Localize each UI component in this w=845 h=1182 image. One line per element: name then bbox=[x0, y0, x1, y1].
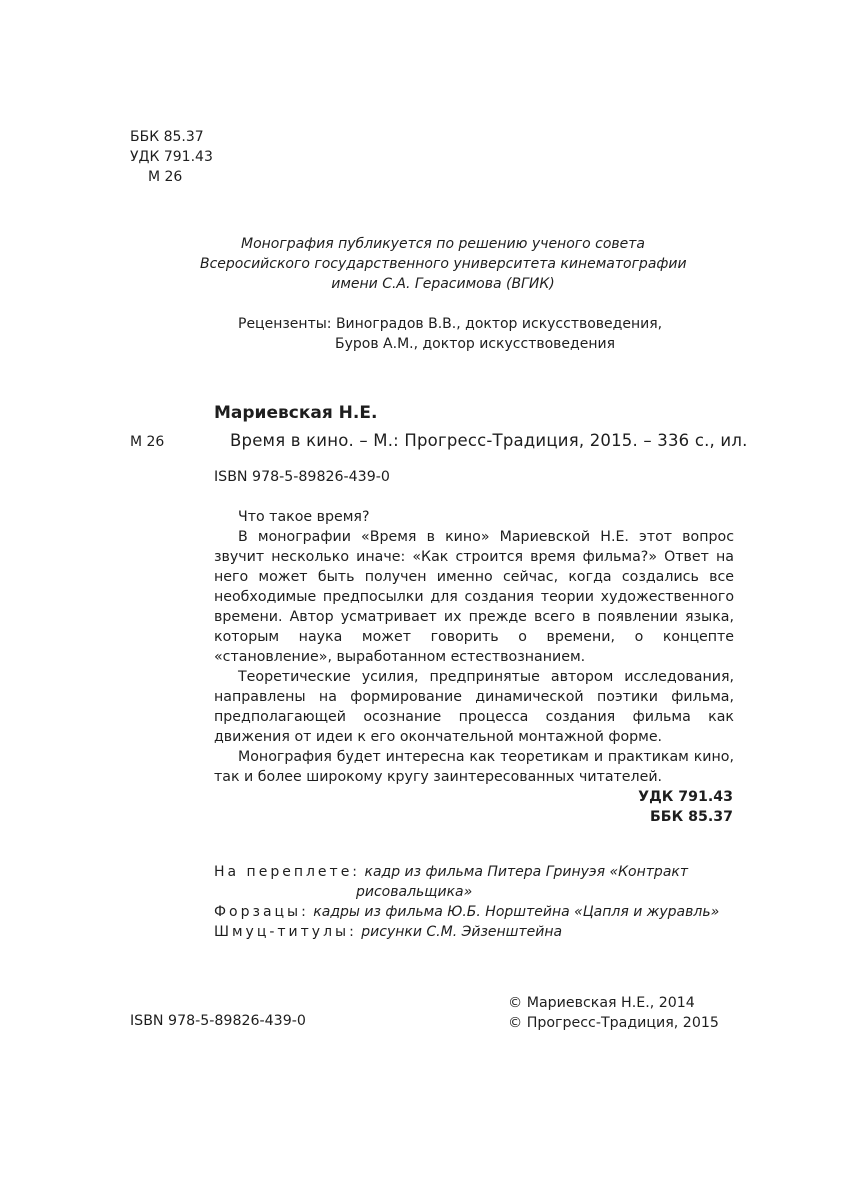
endpapers-text: кадры из фильма Ю.Б. Норштейна «Цапля и журавль» bbox=[313, 904, 720, 920]
binding-label: На переплете: bbox=[214, 864, 361, 880]
reviewers-line-2: Буров А.М., доктор искусствоведения bbox=[335, 336, 615, 352]
endpapers-label: Форзацы: bbox=[214, 904, 309, 920]
index-codes bbox=[638, 787, 733, 827]
index-udk: УДК 791.43 bbox=[638, 789, 733, 805]
udk-code: УДК 791.43 bbox=[130, 149, 213, 165]
credits-endpapers bbox=[214, 902, 734, 922]
council-line-1: Монография публикуется по решению ученого совета bbox=[240, 236, 646, 252]
credits-binding bbox=[214, 862, 734, 882]
bbk-code: ББК 85.37 bbox=[130, 129, 204, 145]
bibliographic-cutter: М 26 bbox=[130, 434, 165, 450]
copyright-publisher: © Прогресс-Традиция, 2015 bbox=[508, 1015, 719, 1031]
binding-text-continued: рисовальщика» bbox=[356, 884, 473, 900]
footer-isbn: ISBN 978-5-89826-439-0 bbox=[130, 1013, 306, 1029]
credits-block bbox=[214, 862, 734, 942]
author-name: Мариевская Н.Е. bbox=[214, 403, 378, 423]
bibliographic-description: Время в кино. – М.: Прогресс-Традиция, 2015. – 336 с., ил. bbox=[230, 431, 748, 450]
annotation-paragraph-1: В монографии «Время в кино» Мариевской Н.Е. этот вопрос звучит несколько иначе: «Как строится время фильма?» Ответ на него может быть получен именно сейчас, когда создались все необходимые предпосылки для создания теории художественного времени. Автор усматривает их прежде всего в появлении языка, которым наука может говорить о времени, о концепте «становление», выработанном естествознанием. bbox=[214, 529, 734, 665]
council-line-3: имени С.А. Герасимова (ВГИК) bbox=[331, 276, 555, 292]
credits-halftitles bbox=[214, 922, 734, 942]
cutter-code: М 26 bbox=[148, 169, 183, 185]
reviewers-block bbox=[238, 314, 662, 354]
binding-text: кадр из фильма Питера Гринуэя «Контракт bbox=[364, 864, 689, 880]
copyright-author: © Мариевская Н.Е., 2014 bbox=[508, 995, 695, 1011]
copyright-block bbox=[508, 993, 719, 1033]
classification-block bbox=[130, 127, 213, 187]
council-line-2: Всеросийского государственного университета кинематографии bbox=[200, 256, 687, 272]
halftitles-label: Шмуц-титулы: bbox=[214, 924, 357, 940]
annotation bbox=[214, 507, 734, 787]
halftitles-text: рисунки С.М. Эйзенштейна bbox=[361, 924, 563, 940]
bibliographic-isbn: ISBN 978-5-89826-439-0 bbox=[214, 469, 390, 485]
council-note bbox=[200, 234, 686, 294]
index-bbk: ББК 85.37 bbox=[649, 809, 733, 825]
annotation-paragraph-2: Теоретические усилия, предпринятые автором исследования, направлены на формирование динамической поэтики фильма, предполагающей осознание процесса создания фильма как движения от идеи к его окончательной монтажной форме. bbox=[214, 669, 734, 745]
reviewers-line-1: Рецензенты: Виноградов В.В., доктор искусствоведения, bbox=[238, 316, 663, 332]
annotation-paragraph-3: Монография будет интересна как теоретикам и практикам кино, так и более широкому кругу заинтересованных читателей. bbox=[214, 749, 734, 785]
annotation-question: Что такое время? bbox=[238, 509, 370, 525]
